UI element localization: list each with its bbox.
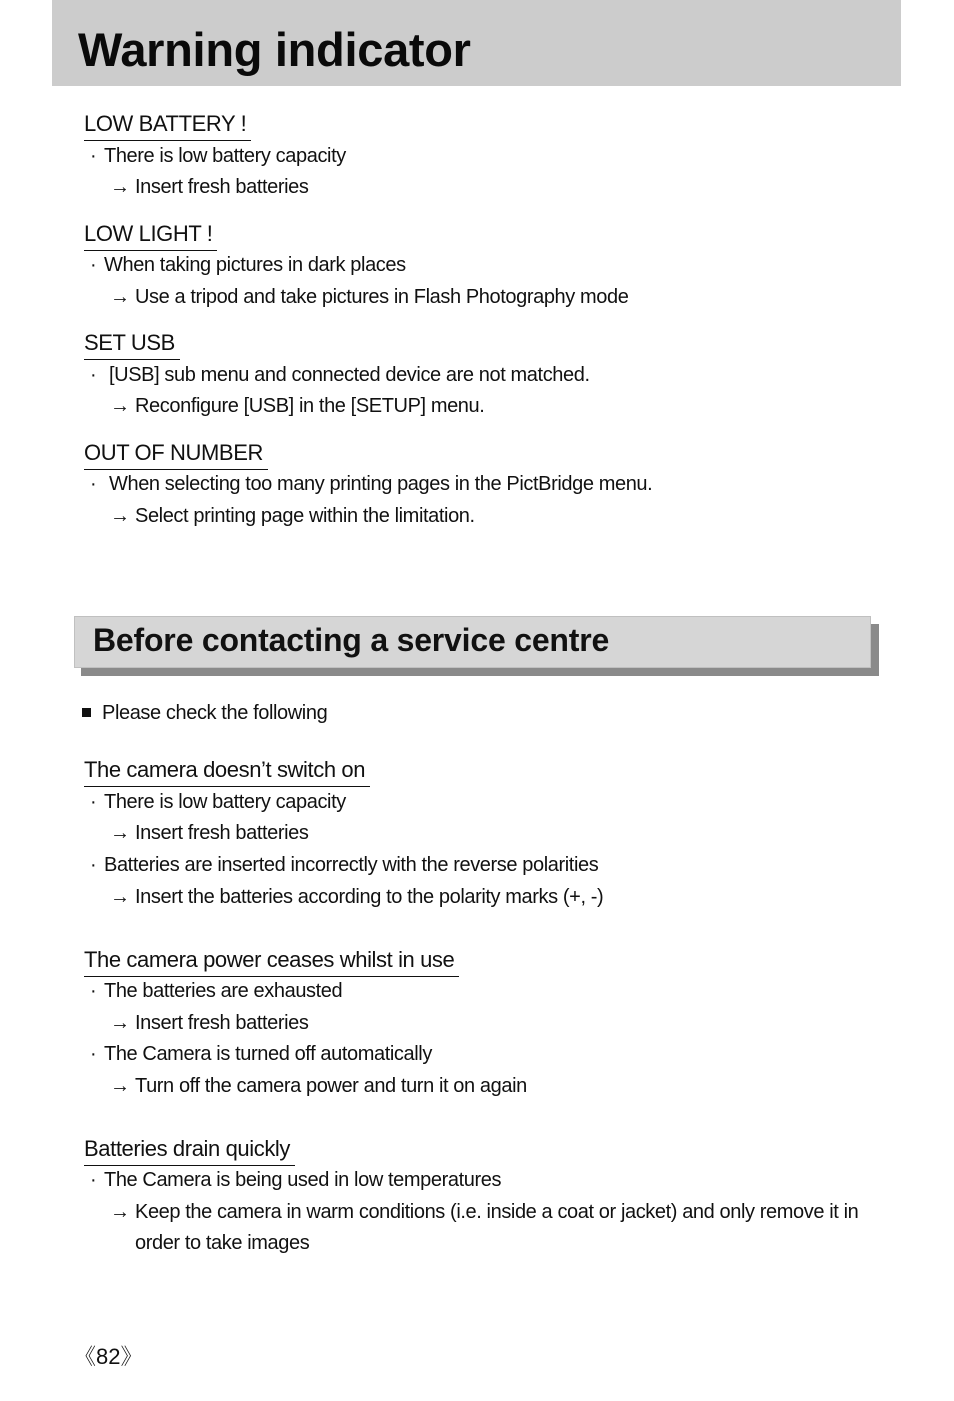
service-remedy-continued: order to take images xyxy=(135,1232,310,1254)
bullet-icon: · xyxy=(90,1043,97,1065)
warning-title-out-of-number: OUT OF NUMBER xyxy=(84,440,268,470)
bullet-icon: · xyxy=(90,854,97,876)
warning-title-set-usb: SET USB xyxy=(84,330,180,360)
arrow-icon: → xyxy=(110,886,130,908)
warning-title-low-battery: LOW BATTERY ! xyxy=(84,111,251,141)
arrow-icon: → xyxy=(110,1201,130,1223)
service-remedy: Insert the batteries according to the polarity marks (+, -) xyxy=(135,886,604,908)
service-remedy: Insert fresh batteries xyxy=(135,1012,309,1034)
arrow-icon: → xyxy=(110,176,130,198)
bullet-icon: · xyxy=(90,254,97,276)
service-cause: The Camera is turned off automatically xyxy=(104,1043,432,1065)
service-section-title: The camera power ceases whilst in use xyxy=(84,947,459,977)
arrow-icon: → xyxy=(110,1075,130,1097)
bullet-icon: · xyxy=(90,145,97,167)
service-cause: There is low battery capacity xyxy=(104,791,346,813)
service-cause: The batteries are exhausted xyxy=(104,980,343,1002)
warning-cause: There is low battery capacity xyxy=(104,145,346,167)
warning-cause: When selecting too many printing pages in the PictBridge menu. xyxy=(109,473,653,495)
bullet-icon: · xyxy=(90,980,97,1002)
service-remedy: Insert fresh batteries xyxy=(135,822,309,844)
service-cause: Batteries are inserted incorrectly with the reverse polarities xyxy=(104,854,599,876)
warning-cause: [USB] sub menu and connected device are not matched. xyxy=(109,364,590,386)
page-number: 《82》 xyxy=(74,1344,143,1369)
bullet-icon: · xyxy=(90,791,97,813)
bullet-icon: · xyxy=(90,473,97,495)
square-bullet-icon xyxy=(82,708,91,717)
warning-remedy: Insert fresh batteries xyxy=(135,176,309,198)
warning-remedy: Reconfigure [USB] in the [SETUP] menu. xyxy=(135,395,485,417)
warning-remedy: Select printing page within the limitation. xyxy=(135,505,475,527)
warning-title-low-light: LOW LIGHT ! xyxy=(84,221,217,251)
warning-remedy: Use a tripod and take pictures in Flash Photography mode xyxy=(135,286,629,308)
service-remedy: Turn off the camera power and turn it on again xyxy=(135,1075,527,1097)
arrow-icon: → xyxy=(110,505,130,527)
arrow-icon: → xyxy=(110,822,130,844)
bullet-icon: · xyxy=(90,1169,97,1191)
arrow-icon: → xyxy=(110,286,130,308)
service-section-title: Batteries drain quickly xyxy=(84,1136,295,1166)
bullet-icon: · xyxy=(90,364,97,386)
service-remedy: Keep the camera in warm conditions (i.e. inside a coat or jacket) and only remove it in xyxy=(135,1201,859,1223)
warning-cause: When taking pictures in dark places xyxy=(104,254,406,276)
service-intro: Please check the following xyxy=(102,702,328,724)
arrow-icon: → xyxy=(110,1012,130,1034)
page-title: Warning indicator xyxy=(78,23,471,76)
arrow-icon: → xyxy=(110,395,130,417)
service-title: Before contacting a service centre xyxy=(93,622,610,658)
service-section-title: The camera doesn’t switch on xyxy=(84,757,370,787)
service-cause: The Camera is being used in low temperatures xyxy=(104,1169,502,1191)
